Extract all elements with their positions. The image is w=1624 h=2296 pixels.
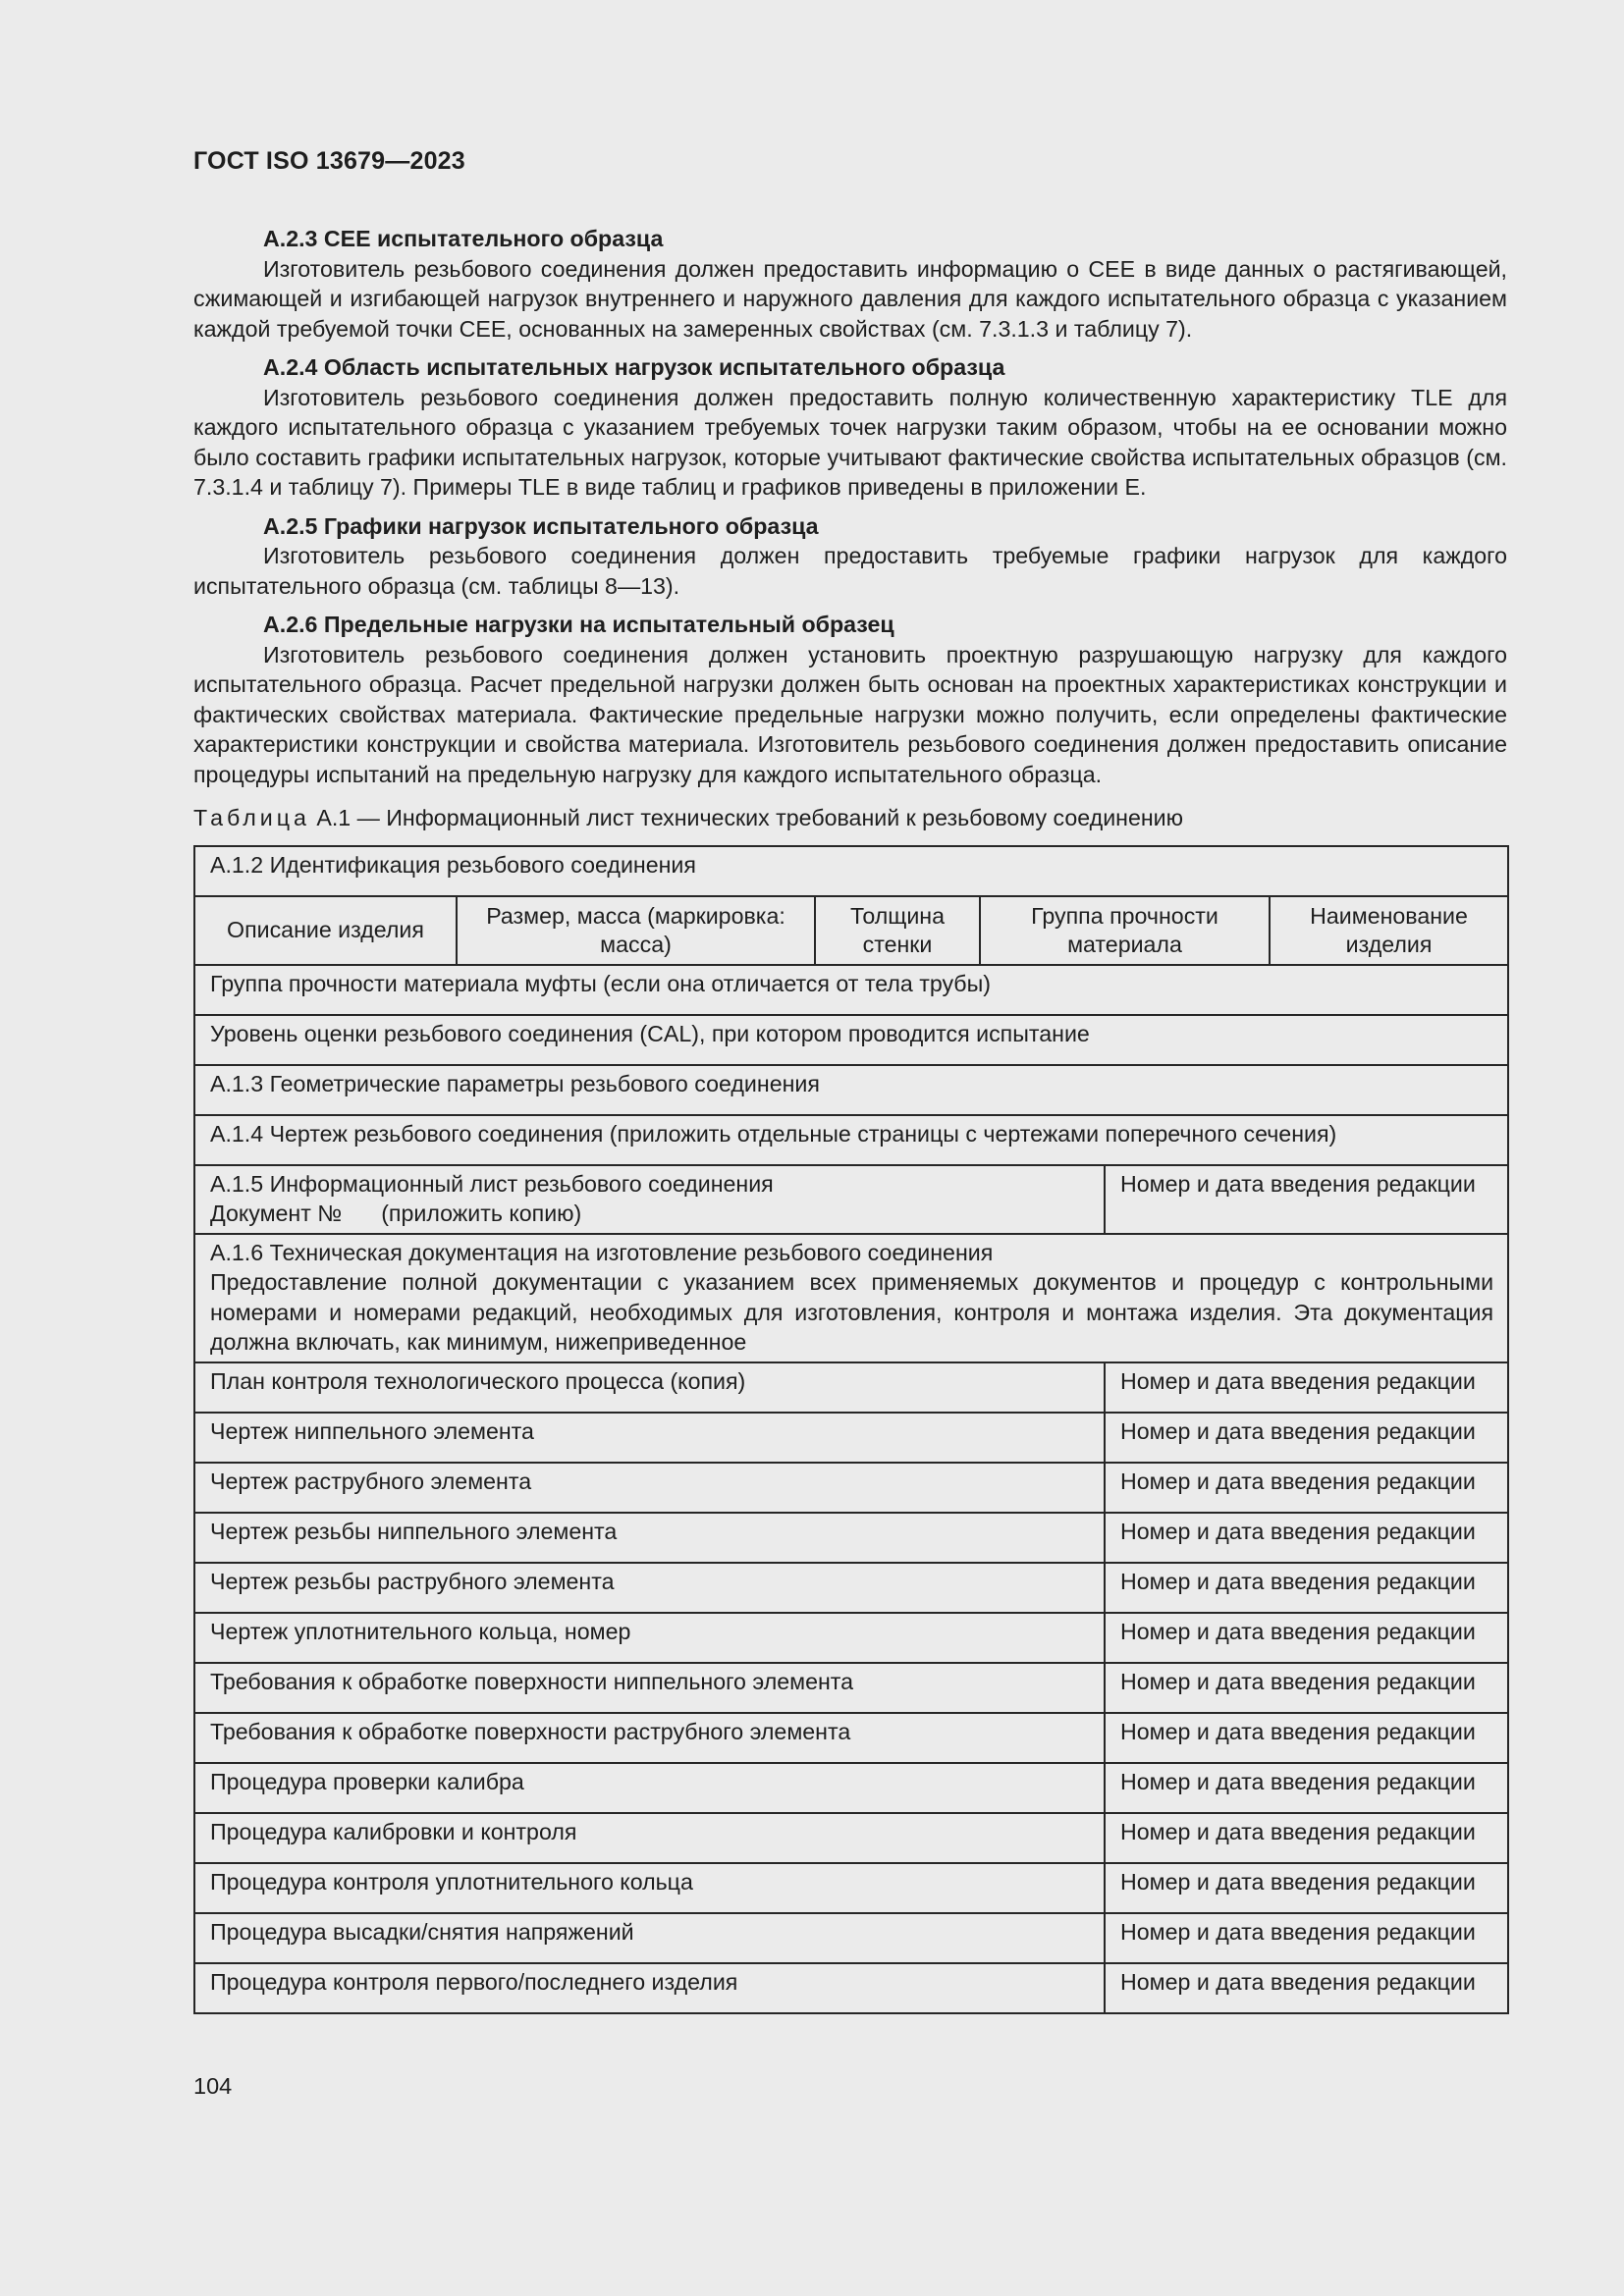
doc-revision: Номер и дата введения редакции (1105, 1913, 1508, 1963)
section-heading: А.2.6 Предельные нагрузки на испытательный образец (263, 612, 894, 637)
col-product-name: Наименование изделия (1270, 896, 1508, 965)
table-row (194, 1015, 1508, 1065)
a12-title: А.1.2 Идентификация резьбового соединения (194, 846, 1508, 896)
table-row (194, 1663, 1508, 1713)
table-caption (193, 803, 1507, 833)
a15-revision: Номер и дата введения редакции (1105, 1165, 1508, 1234)
a15-doc-line (210, 1199, 1090, 1229)
a16-title: А.1.6 Техническая документация на изготовление резьбового соединения (210, 1239, 994, 1265)
section-body: Изготовитель резьбового соединения должен предоставить информацию о CEE в виде данных о растягивающей, сжимающей и изгибающей нагрузок внутреннего и наружного давления для каждого испытательного образца с указанием каждой требуемой точки CEE, основанных на замеренных свойствах (см. 7.3.1.3 и таблицу 7). (193, 255, 1507, 342)
section-heading: А.2.5 Графики нагрузок испытательного образца (263, 512, 819, 539)
col-description: Описание изделия (194, 896, 457, 965)
table-row (194, 1065, 1508, 1115)
table-row (194, 1115, 1508, 1165)
doc-revision: Номер и дата введения редакции (1105, 1362, 1508, 1413)
doc-item: Чертеж ниппельного элемента (194, 1413, 1105, 1463)
table-row (194, 1713, 1508, 1763)
doc-revision: Номер и дата введения редакции (1105, 1713, 1508, 1763)
a16-body: Предоставление полной документации с указанием всех применяемых документов и процедур с контрольными номерами и номерами редакций, необходимых для изготовления, контроля и монтажа изделия. Эта документация должна включать, как минимум, нижеприведенное (210, 1269, 1494, 1355)
doc-revision: Номер и дата введения редакции (1105, 1413, 1508, 1463)
table-row (194, 1613, 1508, 1663)
a15-doc-label: Документ № (210, 1201, 343, 1226)
doc-revision: Номер и дата введения редакции (1105, 1963, 1508, 2013)
table-row (194, 1763, 1508, 1813)
table-row-a15 (194, 1165, 1508, 1234)
page-content (193, 224, 1507, 2014)
document-header: ГОСТ ISO 13679—2023 (193, 147, 465, 175)
doc-revision: Номер и дата введения редакции (1105, 1863, 1508, 1913)
document-rows (194, 1362, 1508, 2013)
doc-item: Процедура проверки калибра (194, 1763, 1105, 1813)
col-material-grade: Группа прочности материала (980, 896, 1270, 965)
doc-revision: Номер и дата введения редакции (1105, 1813, 1508, 1863)
table-row (194, 1913, 1508, 1963)
doc-revision: Номер и дата введения редакции (1105, 1563, 1508, 1613)
doc-item: План контроля технологического процесса (копия) (194, 1362, 1105, 1413)
table-row-a12-columns (194, 896, 1508, 965)
section-a24 (193, 352, 1507, 503)
table-row (194, 1362, 1508, 1413)
doc-item: Процедура калибровки и контроля (194, 1813, 1105, 1863)
table-row (194, 1513, 1508, 1563)
doc-revision: Номер и дата введения редакции (1105, 1763, 1508, 1813)
table-row (194, 1863, 1508, 1913)
doc-item: Процедура высадки/снятия напряжений (194, 1913, 1105, 1963)
doc-item: Процедура контроля первого/последнего изделия (194, 1963, 1105, 2013)
page-number: 104 (193, 2073, 233, 2099)
a15-doc-note: (приложить копию) (381, 1201, 582, 1226)
doc-revision: Номер и дата введения редакции (1105, 1613, 1508, 1663)
a16-cell (194, 1234, 1508, 1362)
section-a25 (193, 511, 1507, 602)
section-a26 (193, 610, 1507, 789)
table-caption-label: Таблица (193, 805, 310, 830)
section-body: Изготовитель резьбового соединения должен предоставить требуемые графики нагрузок для каждого испытательного образца (см. таблицы 8—13). (193, 543, 1507, 599)
doc-item: Процедура контроля уплотнительного кольца (194, 1863, 1105, 1913)
table-row (194, 1813, 1508, 1863)
doc-item: Требования к обработке поверхности ниппельного элемента (194, 1663, 1105, 1713)
a14-title: А.1.4 Чертеж резьбового соединения (приложить отдельные страницы с чертежами поперечного сечения) (194, 1115, 1508, 1165)
doc-item: Чертеж резьбы раструбного элемента (194, 1563, 1105, 1613)
doc-revision: Номер и дата введения редакции (1105, 1463, 1508, 1513)
table-row (194, 1563, 1508, 1613)
doc-revision: Номер и дата введения редакции (1105, 1513, 1508, 1563)
doc-item: Чертеж резьбы ниппельного элемента (194, 1513, 1105, 1563)
section-heading: А.2.3 CEE испытательного образца (263, 226, 664, 251)
section-body: Изготовитель резьбового соединения должен предоставить полную количественную характеристику TLE для каждого испытательного образца с указанием требуемых точек нагрузки таким образом, чтобы на ее основании можно было составить графики испытательных нагрузок, которые учитывают фактические свойства испытательных образцов (см. 7.3.1.4 и таблицу 7). Примеры TLE в виде таблиц и графиков приведены в приложении Е. (193, 384, 1507, 500)
doc-item: Чертеж уплотнительного кольца, номер (194, 1613, 1105, 1663)
col-size-mass: Размер, масса (маркировка: масса) (457, 896, 815, 965)
a15-cell (194, 1165, 1105, 1234)
table-row (194, 1963, 1508, 2013)
doc-revision: Номер и дата введения редакции (1105, 1663, 1508, 1713)
doc-item: Требования к обработке поверхности раструбного элемента (194, 1713, 1105, 1763)
col-wall-thickness: Толщина стенки (815, 896, 980, 965)
section-a23 (193, 224, 1507, 344)
requirements-table (193, 845, 1509, 2014)
table-row (194, 1413, 1508, 1463)
section-body: Изготовитель резьбового соединения должен установить проектную разрушающую нагрузку для каждого испытательного образца. Расчет предельной нагрузки должен быть основан на проектных характеристиках конструкции и фактических свойствах материала. Фактические предельные нагрузки можно получить, если определены фактические характеристики конструкции и свойства материала. Изготовитель резьбового соединения должен предоставить описание процедуры испытаний на предельную нагрузку для каждого испытательного образца. (193, 641, 1507, 787)
a15-title: А.1.5 Информационный лист резьбового соединения (210, 1170, 774, 1197)
doc-item: Чертеж раструбного элемента (194, 1463, 1105, 1513)
coupling-grade: Группа прочности материала муфты (если она отличается от тела трубы) (194, 965, 1508, 1015)
table-row (194, 1463, 1508, 1513)
table-row-a16 (194, 1234, 1508, 1362)
a13-title: А.1.3 Геометрические параметры резьбового соединения (194, 1065, 1508, 1115)
cal-level: Уровень оценки резьбового соединения (CAL), при котором проводится испытание (194, 1015, 1508, 1065)
table-caption-text: А.1 — Информационный лист технических требований к резьбовому соединению (316, 805, 1184, 830)
section-heading: А.2.4 Область испытательных нагрузок испытательного образца (263, 354, 1005, 380)
table-row (194, 965, 1508, 1015)
table-row (194, 846, 1508, 896)
